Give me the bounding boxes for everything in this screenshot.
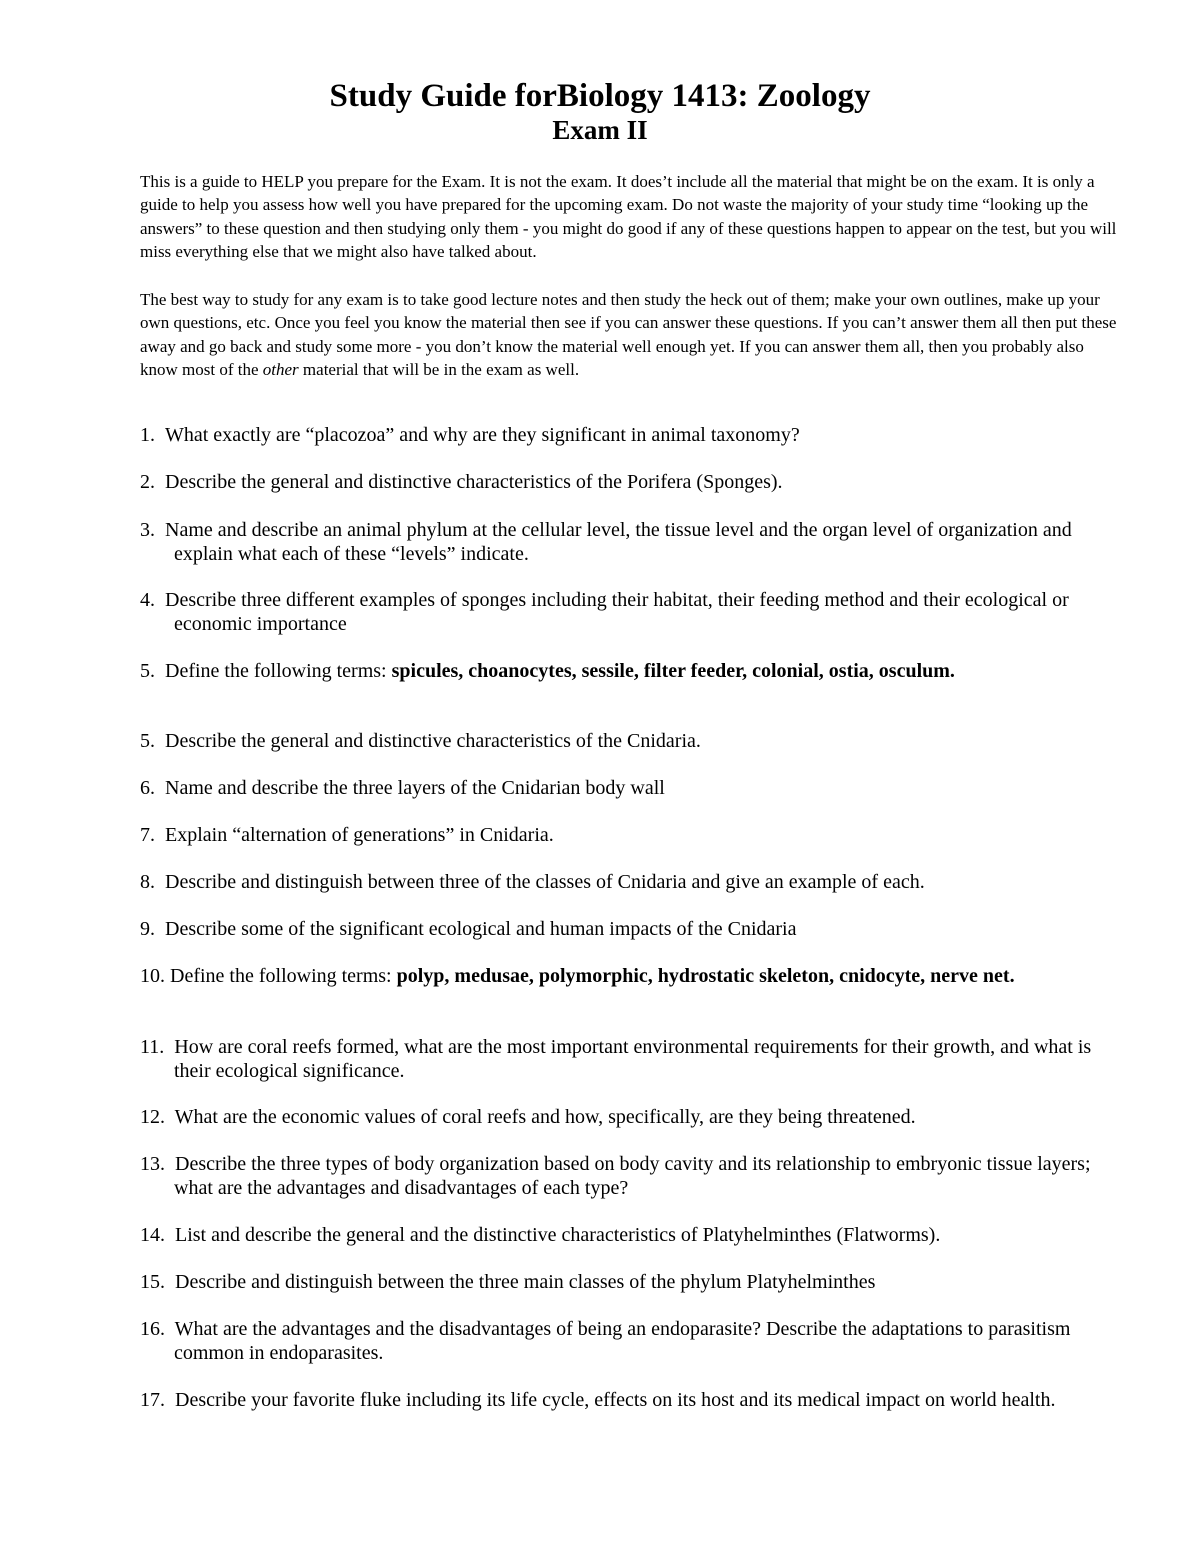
question-text: Describe and distinguish between the three main classes of the phylum Platyhelminthes: [170, 1271, 876, 1293]
question-number: 17.: [140, 1389, 165, 1411]
intro-paragraph-2-emphasis: other: [262, 360, 299, 380]
question-text: Explain “alternation of generations” in Cnidaria.: [165, 824, 554, 846]
question-number: 13.: [140, 1153, 165, 1175]
question-number: 10.: [140, 965, 165, 987]
question-number: 4.: [140, 589, 155, 611]
question-number: 2.: [140, 471, 155, 493]
question-text: Name and describe the three layers of the Cnidarian body wall: [165, 777, 665, 799]
page-title: Study Guide forBiology 1413: Zoology: [329, 78, 871, 114]
question-text: Describe the general and distinctive characteristics of the Porifera (Sponges).: [165, 471, 783, 493]
question-number: 16.: [140, 1318, 165, 1340]
question-item: [140, 1153, 1130, 1200]
question-terms: spicules, choanocytes, sessile, filter feeder, colonial, ostia, osculum.: [391, 660, 955, 682]
question-text: What are the advantages and the disadvantages of being an endoparasite? Describe the adaptations to parasitism common in endoparasites.: [170, 1318, 1071, 1364]
question-item: [140, 1389, 1130, 1413]
question-item: [140, 824, 1130, 848]
question-item: [140, 730, 1130, 754]
question-item: [140, 777, 1130, 801]
question-item: [140, 965, 1130, 989]
question-item: [140, 519, 1130, 566]
question-item: [140, 660, 1130, 684]
question-item: [140, 918, 1130, 942]
question-text: Define the following terms:: [165, 660, 392, 682]
question-text: Describe three different examples of sponges including their habitat, their feeding method and their ecological or economic importance: [165, 589, 1069, 635]
page-subtitle: Exam II: [552, 115, 648, 145]
question-item: [140, 1036, 1130, 1083]
question-number: 5.: [140, 730, 155, 752]
question-number: 12.: [140, 1106, 165, 1128]
question-number: 6.: [140, 777, 155, 799]
question-number: 9.: [140, 918, 155, 940]
question-item: [140, 1318, 1130, 1365]
question-number: 14.: [140, 1224, 165, 1246]
question-number: 1.: [140, 424, 155, 446]
intro-paragraph-2-text-a: The best way to study for any exam is to take good lecture notes and then study the heck out of them; make your own outlines, make up your own questions, etc. Once you feel you know the material then see if you can answer these questions. If you can’t answer them all then put these away and go back and study some more - you don’t know the material well enough yet. If you can answer them all, then you probably also know most of the: [140, 290, 1117, 380]
intro-paragraph-2-text-b: material that will be in the exam as well.: [298, 360, 580, 380]
question-text: How are coral reefs formed, what are the most important environmental requirements for their growth, and what is their ecological significance.: [169, 1036, 1092, 1082]
question-number: 3.: [140, 519, 155, 541]
question-item: [140, 471, 1130, 495]
question-text: Describe some of the significant ecological and human impacts of the Cnidaria: [165, 918, 797, 940]
question-text: Describe and distinguish between three of the classes of Cnidaria and give an example of each.: [165, 871, 925, 893]
question-item: [140, 1224, 1130, 1248]
question-text: Define the following terms:: [170, 965, 397, 987]
question-item: [140, 871, 1130, 895]
question-item: [140, 589, 1130, 636]
question-text: Describe the general and distinctive characteristics of the Cnidaria.: [165, 730, 701, 752]
question-number: 5.: [140, 660, 155, 682]
question-number: 15.: [140, 1271, 165, 1293]
question-text: What are the economic values of coral reefs and how, specifically, are they being threatened.: [170, 1106, 916, 1128]
question-text: List and describe the general and the distinctive characteristics of Platyhelminthes (Flatworms).: [170, 1224, 941, 1246]
question-text: Describe your favorite fluke including its life cycle, effects on its host and its medical impact on world health.: [170, 1389, 1056, 1411]
question-text: Describe the three types of body organization based on body cavity and its relationship to embryonic tissue layers; what are the advantages and disadvantages of each type?: [170, 1153, 1091, 1199]
question-number: 11.: [140, 1036, 165, 1058]
question-number: 8.: [140, 871, 155, 893]
question-text: Name and describe an animal phylum at the cellular level, the tissue level and the organ level of organization and explain what each of these “levels” indicate.: [165, 519, 1072, 565]
question-terms: polyp, medusae, polymorphic, hydrostatic skeleton, cnidocyte, nerve net.: [396, 965, 1015, 987]
intro-paragraph-1: [140, 170, 1125, 264]
question-item: [140, 1271, 1130, 1295]
question-text: What exactly are “placozoa” and why are they significant in animal taxonomy?: [165, 424, 800, 446]
question-item: [140, 1106, 1130, 1130]
question-number: 7.: [140, 824, 155, 846]
question-item: [140, 424, 1130, 448]
intro-paragraph-2: [140, 288, 1125, 382]
intro-paragraph-1-text: This is a guide to HELP you prepare for the Exam. It is not the exam. It does’t include all the material that might be on the exam. It is only a guide to help you assess how well you have prepared for the upcoming exam. Do not waste the majority of your study time “looking up the answers” to these question and then studying only them - you might do good if any of these questions happen to appear on the test, but you will miss everything else that we might also have talked about.: [140, 172, 1117, 262]
